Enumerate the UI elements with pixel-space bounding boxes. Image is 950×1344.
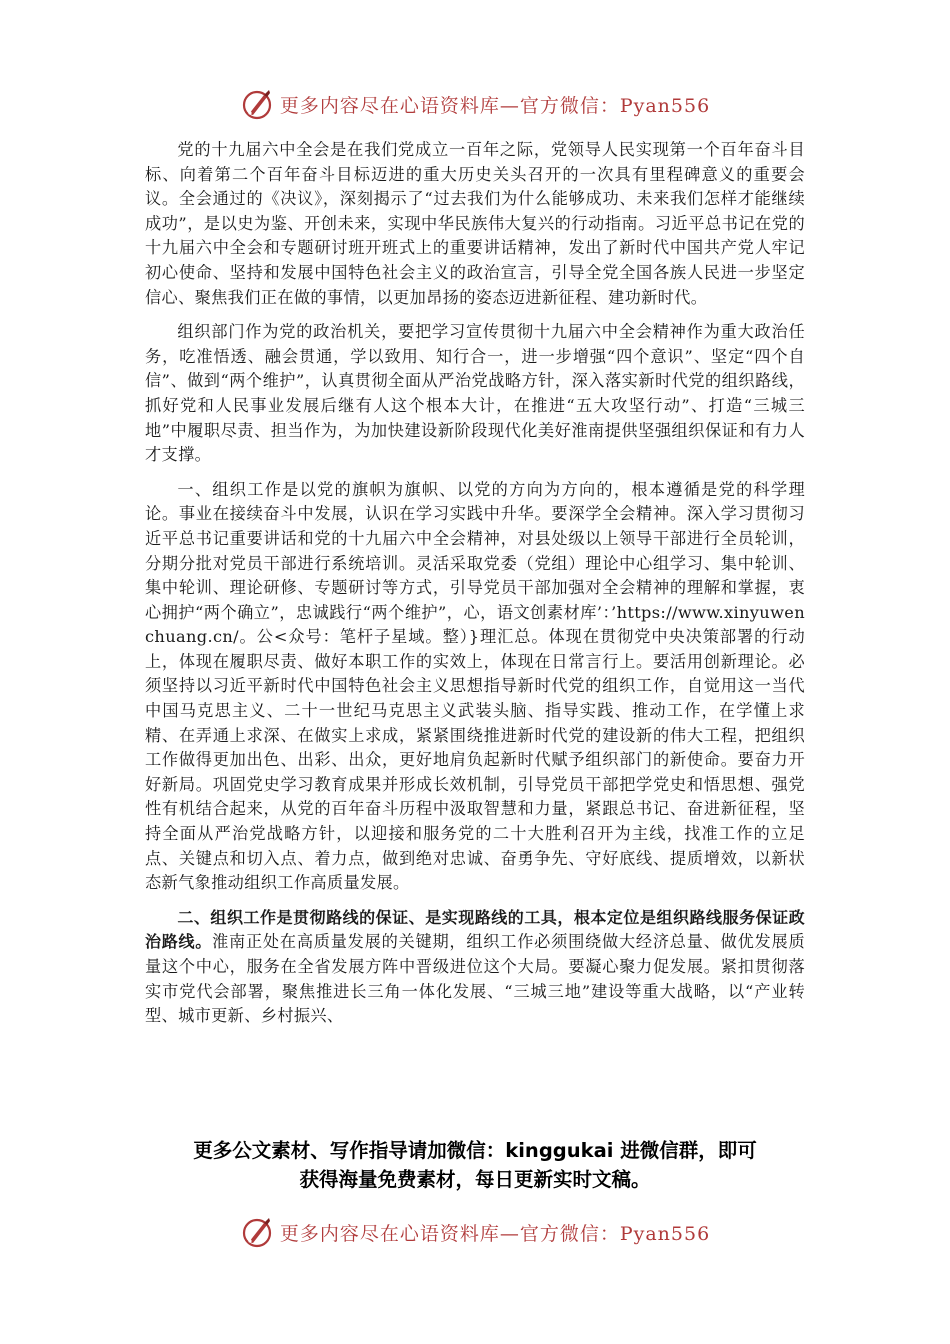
paragraph-4-heading: 二、组织工作是贯彻路线的保证、是实现路线的工具，根本定位是组织路线服务保证政治路线。: [145, 907, 805, 952]
header-banner: [0, 84, 950, 124]
promo-line-1: 更多公文素材、写作指导请加微信：kinggukai 进微信群，即可: [193, 1139, 757, 1162]
paragraph-3-text: 一、组织工作是以党的旗帜为旗帜、以党的方向为方向的，根本遵循是党的科学理论。事业在接续奋斗中发展，认识在学习实践中升华。要深学全会精神。深入学习贯彻习近平总书记重要讲话和党的十九届六中全会精神，对县处级以上领导干部进行全员轮训，分期分批对党员干部进行系统培训。灵活采取党委（党组）理论中心组学习、集中轮训、集中轮训、理论研修、专题研讨等方式，引导党员干部加强对全会精神的理解和掌握，衷心拥护“两个确立”，忠诚践行“两个维护”，心，语文创素材库’：’https://www.xinyuwenchuang.cn/。公<众号：笔杆子星域。整）}理汇总。体现在贯彻党中央决策部署的行动上，体现在履职尽责、做好本职工作的实效上，体现在日常言行上。要活用创新理论。必须坚持以习近平新时代中国特色社会主义思想指导新时代党的组织工作，自觉用这一当代中国马克思主义、二十一世纪马克思主义武装头脑、指导实践、推动工作，在学懂上求精、在弄通上求深、在做实上求成，紧紧围绕推进新时代党的建设新的伟大工程，把组织工作做得更加出色、出彩、出众，更好地肩负起新时代赋予组织部门的新使命。要奋力开好新局。巩固党史学习教育成果并形成长效机制，引导党员干部把学党史和悟思想、强党性有机结合起来，从党的百年奋斗历程中汲取智慧和力量，紧跟总书记、奋进新征程，坚持全面从严治党战略方针，以迎接和服务党的二十大胜利召开为主线，找准工作的立足点、关键点和切入点、着力点，做到绝对忠诚、奋勇争先、守好底线、提质增效，以新状态新气象推动组织工作高质量发展。: [145, 479, 805, 893]
article-paragraph-1: [145, 138, 805, 310]
footer-banner: [0, 1212, 950, 1252]
footer-banner-text: 更多内容尽在心语资料库—官方微信：Pyan556: [279, 1222, 711, 1245]
article-paragraph-3: [145, 478, 805, 896]
quill-pen-logo-icon: [240, 1215, 274, 1249]
promo-line-2: 获得海量免费素材，每日更新实时文稿。: [299, 1168, 651, 1191]
paragraph-1-text: 党的十九届六中全会是在我们党成立一百年之际，党领导人民实现第一个百年奋斗目标、向着第二个百年奋斗目标迈进的重大历史关头召开的一次具有里程碑意义的重要会议。全会通过的《决议》，深刻揭示了“过去我们为什么能够成功、未来我们怎样才能继续成功”，是以史为鉴、开创未来，实现中华民族伟大复兴的行动指南。习近平总书记在党的十九届六中全会和专题研讨班开班式上的重要讲话精神，发出了新时代中国共产党人牢记初心使命、坚持和发展中国特色社会主义的政治宣言，引导全党全国各族人民进一步坚定信心、聚焦我们正在做的事情，以更加昂扬的姿态迈进新征程、建功新时代。: [145, 140, 805, 307]
article-paragraph-4: [145, 906, 805, 1029]
promo-notice: [0, 1136, 950, 1194]
paragraph-4-text: 淮南正处在高质量发展的关键期，组织工作必须围绕做大经济总量、做优发展质量这个中心，服务在全省发展方阵中晋级进位这个大局。要凝心聚力促发展。紧扣贯彻落实市党代会部署，聚焦推进长三角一体化发展、“三城三地”建设等重大战略，以“产业转型、城市更新、乡村振兴、: [145, 932, 805, 1026]
article-body: [145, 138, 805, 1039]
quill-pen-logo-icon: [240, 87, 274, 121]
paragraph-2-text: 组织部门作为党的政治机关，要把学习宣传贯彻十九届六中全会精神作为重大政治任务，吃准悟透、融会贯通，学以致用、知行合一，进一步增强“四个意识”、坚定“四个自信”、做到“两个维护”，认真贯彻全面从严治党战略方针，深入落实新时代党的组织路线，抓好党和人民事业发展后继有人这个根本大计，在推进“五大攻坚行动”、打造“三城三地”中履职尽责、担当作为，为加快建设新阶段现代化美好淮南提供坚强组织保证和有力人才支撑。: [145, 322, 805, 465]
article-paragraph-2: [145, 320, 805, 468]
header-banner-text: 更多内容尽在心语资料库—官方微信：Pyan556: [279, 94, 711, 117]
